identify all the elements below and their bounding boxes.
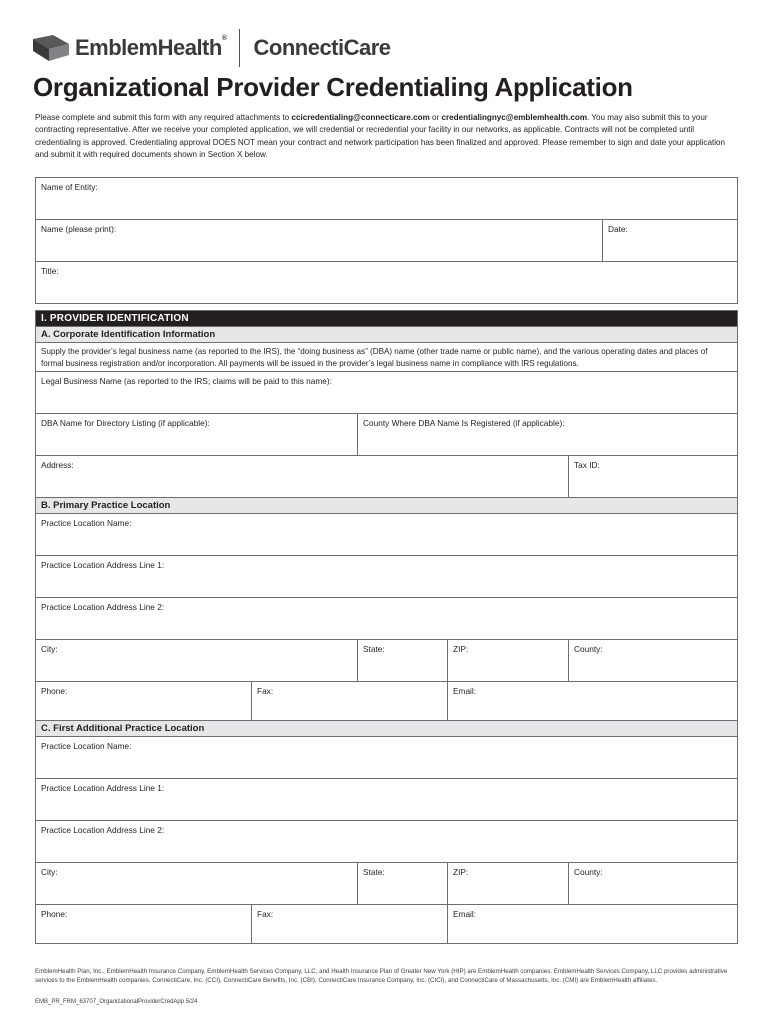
page-title: Organizational Provider Credentialing Application xyxy=(33,72,633,102)
additional-address-line1-field[interactable]: Practice Location Address Line 1: xyxy=(36,779,738,821)
logo-divider xyxy=(239,29,240,67)
additional-city-field[interactable]: City: xyxy=(36,863,358,905)
intro-paragraph: Please complete and submit this form with any required attachments to ccicredentialing@connecticare.com or credentialingnyc@emblemhealth.com. You may also submit this to your contracting representative. After we receive your completed application, we will credential or recredential your facility in our networks, as applicable. Contracts will not be completed until credentialing is approved. Credentialing approval DOES NOT mean your contract and network participation has been finalized and approved. Please remember to sign and date your application and submit it with required documents shown in Section X below. xyxy=(35,113,726,159)
footer-disclaimer: EmblemHealth Plan, Inc., EmblemHealth Insurance Company, EmblemHealth Services Company, LLC, and Health Insurance Plan of Greater New York (HIP) are EmblemHealth companies. EmblemHealth Services Company, LLC provides administrative services to the EmblemHealth companies. ConnectiCare, Inc. (CCI), ConnectiCare Benefits, Inc. (CBI), ConnectiCare Insurance Company, Inc. (CICI), and ConnectiCare of Massachusetts, Inc. (CMI) are EmblemHealth affiliates. xyxy=(35,968,728,985)
additional-zip-field[interactable]: ZIP: xyxy=(448,863,569,905)
email-link-cci[interactable]: ccicredentialing@connecticare.com xyxy=(291,113,430,122)
additional-location-name-field[interactable]: Practice Location Name: xyxy=(36,737,738,779)
primary-state-field[interactable]: State: xyxy=(358,640,448,682)
logo-header xyxy=(33,28,391,68)
primary-fax-field[interactable]: Fax: xyxy=(252,682,448,721)
subsection-heading-b: B. Primary Practice Location xyxy=(36,498,738,514)
corporate-info-note: Supply the provider’s legal business name (as reported to the IRS), the “doing business as” (DBA) name (other trade name or public name), and the various operating dates and places of formal business registration and/or incorporation. All payments will be issued in the provider’s legal business name in compliance with IRS regulations. xyxy=(36,343,738,372)
additional-email-field[interactable]: Email: xyxy=(448,905,738,944)
dba-county-field[interactable]: County Where DBA Name Is Registered (if applicable): xyxy=(358,414,738,456)
provider-identification-form xyxy=(35,310,738,944)
name-of-entity-field[interactable]: Name of Entity: xyxy=(36,178,738,220)
emblemhealth-logo-text: EmblemHealth® xyxy=(75,35,227,60)
connecticare-logo-text: ConnectiCare xyxy=(253,35,391,60)
primary-city-field[interactable]: City: xyxy=(36,640,358,682)
dba-name-field[interactable]: DBA Name for Directory Listing (if applicable): xyxy=(36,414,358,456)
additional-county-field[interactable]: County: xyxy=(569,863,738,905)
emblemhealth-logo-icon xyxy=(33,35,69,61)
section-heading: I. PROVIDER IDENTIFICATION xyxy=(36,311,738,327)
additional-address-line2-field[interactable]: Practice Location Address Line 2: xyxy=(36,821,738,863)
primary-address-line1-field[interactable]: Practice Location Address Line 1: xyxy=(36,556,738,598)
additional-fax-field[interactable]: Fax: xyxy=(252,905,448,944)
additional-phone-field[interactable]: Phone: xyxy=(36,905,252,944)
primary-county-field[interactable]: County: xyxy=(569,640,738,682)
form-id: EMB_PR_FRM_63707_OrganizationalProviderCredApp 5/24 xyxy=(35,999,198,1005)
subsection-heading-a: A. Corporate Identification Information xyxy=(36,327,738,343)
title-field[interactable]: Title: xyxy=(36,262,738,304)
primary-zip-field[interactable]: ZIP: xyxy=(448,640,569,682)
primary-location-name-field[interactable]: Practice Location Name: xyxy=(36,514,738,556)
address-field[interactable]: Address: xyxy=(36,456,569,498)
date-field[interactable]: Date: xyxy=(603,220,738,262)
tax-id-field[interactable]: Tax ID: xyxy=(569,456,738,498)
subsection-heading-c: C. First Additional Practice Location xyxy=(36,721,738,737)
entity-signature-block xyxy=(35,177,738,304)
legal-business-name-field[interactable]: Legal Business Name (as reported to the IRS; claims will be paid to this name): xyxy=(36,372,738,414)
email-link-emblem[interactable]: credentialingnyc@emblemhealth.com xyxy=(441,113,588,122)
name-print-field[interactable]: Name (please print): xyxy=(36,220,603,262)
primary-address-line2-field[interactable]: Practice Location Address Line 2: xyxy=(36,598,738,640)
additional-state-field[interactable]: State: xyxy=(358,863,448,905)
primary-phone-field[interactable]: Phone: xyxy=(36,682,252,721)
primary-email-field[interactable]: Email: xyxy=(448,682,738,721)
